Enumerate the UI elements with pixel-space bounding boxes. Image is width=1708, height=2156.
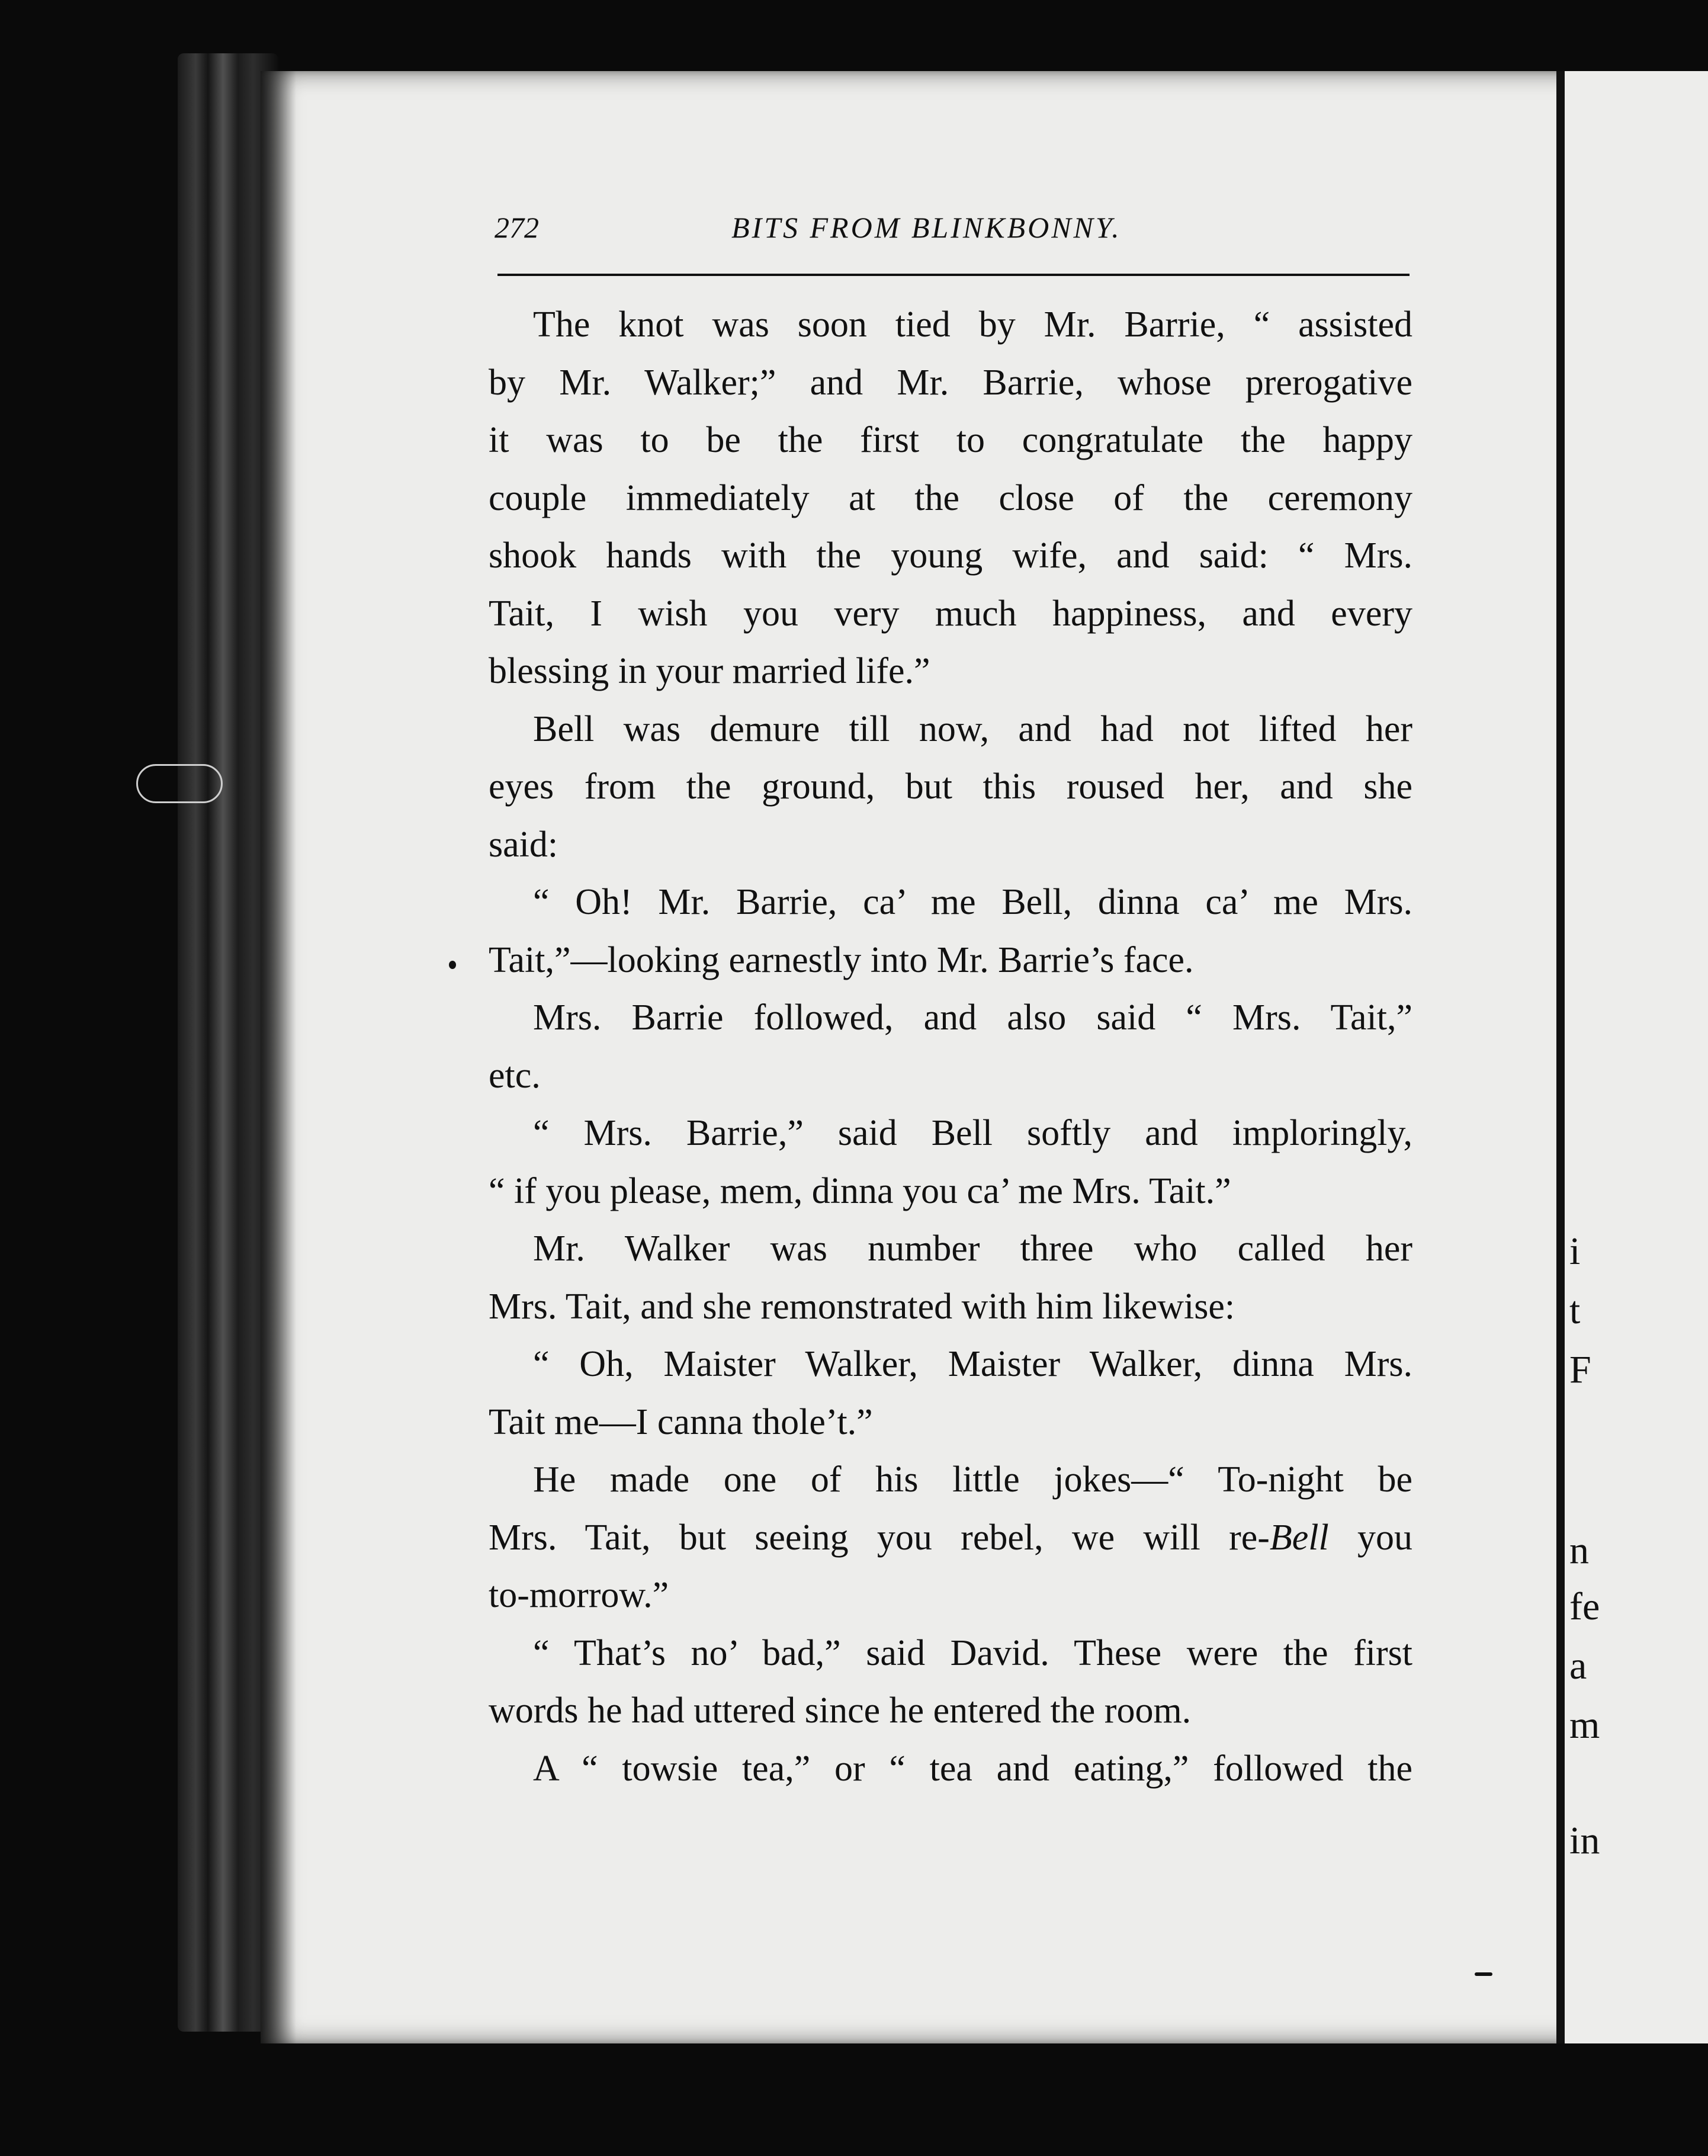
text-line: Tait, I wish you very much happiness, and every: [489, 593, 1412, 634]
text-line: Tait,”—looking earnestly into Mr. Barrie’s face.: [489, 939, 1194, 980]
text-line: Mrs. Barrie followed, and also said “ Mrs. Tait,”: [533, 997, 1412, 1038]
running-head: [495, 210, 1410, 275]
page-number: 272: [495, 211, 539, 244]
text-line: The knot was soon tied by Mr. Barrie, “ assisted: [533, 304, 1412, 345]
text-line: “ Mrs. Barrie,” said Bell softly and imploringly,: [533, 1113, 1412, 1153]
text-line: by Mr. Walker;” and Mr. Barrie, whose prerogative: [489, 362, 1412, 403]
italic-text-segment: Bell: [1269, 1517, 1329, 1558]
facing-page-fragment: t: [1569, 1289, 1581, 1332]
text-line: shook hands with the young wife, and said: “ Mrs.: [489, 535, 1412, 576]
scan-speck: [1475, 1972, 1492, 1976]
text-line: A “ towsie tea,” or “ tea and eating,” followed the: [533, 1748, 1412, 1789]
text-line: “ That’s no’ bad,” said David. These were the first: [533, 1632, 1412, 1673]
text-line: He made one of his little jokes—“ To-night be: [533, 1459, 1412, 1500]
header-rule: [497, 274, 1410, 276]
text-line: [489, 1509, 1412, 1567]
text-segment: you: [1328, 1517, 1412, 1558]
text-line: “ Oh, Maister Walker, Maister Walker, dinna Mrs.: [533, 1344, 1412, 1384]
text-line: Mr. Walker was number three who called her: [533, 1228, 1412, 1269]
text-line: said:: [489, 824, 558, 865]
text-line: blessing in your married life.”: [489, 651, 930, 691]
text-line: Mrs. Tait, and she remonstrated with him likewise:: [489, 1286, 1235, 1327]
gutter-shadow: [261, 71, 296, 2043]
facing-page-edge: [1556, 71, 1708, 2043]
facing-page-fragment: n: [1569, 1529, 1589, 1572]
scan-speck: [449, 961, 456, 969]
facing-page-fragment: fe: [1569, 1585, 1600, 1628]
text-line: eyes from the ground, but this roused her, and she: [489, 766, 1412, 807]
text-segment: Mrs. Tait, but seeing you rebel, we will re-: [489, 1517, 1270, 1558]
facing-page-fragment: in: [1569, 1819, 1600, 1862]
text-line: “ if you please, mem, dinna you ca’ me Mrs. Tait.”: [489, 1170, 1231, 1211]
facing-page-fragment: i: [1569, 1230, 1581, 1273]
text-line: Tait me—I canna thole’t.”: [489, 1401, 873, 1442]
body-text: [489, 296, 1412, 1798]
text-line: Bell was demure till now, and had not lifted her: [533, 708, 1412, 749]
binding-tape-artifact: [136, 764, 223, 803]
running-title: BITS FROM BLINKBONNY.: [731, 211, 1122, 244]
text-line: couple immediately at the close of the ceremony: [489, 477, 1412, 518]
text-line: to-morrow.”: [489, 1575, 669, 1615]
facing-page-fragment: m: [1569, 1703, 1600, 1747]
text-line: “ Oh! Mr. Barrie, ca’ me Bell, dinna ca’ me Mrs.: [533, 882, 1412, 922]
text-line: it was to be the first to congratulate the happy: [489, 420, 1412, 460]
text-line: etc.: [489, 1055, 541, 1096]
facing-page-fragment: a: [1569, 1644, 1587, 1687]
text-line: words he had uttered since he entered the room.: [489, 1690, 1192, 1731]
facing-page-fragment: F: [1569, 1348, 1591, 1391]
